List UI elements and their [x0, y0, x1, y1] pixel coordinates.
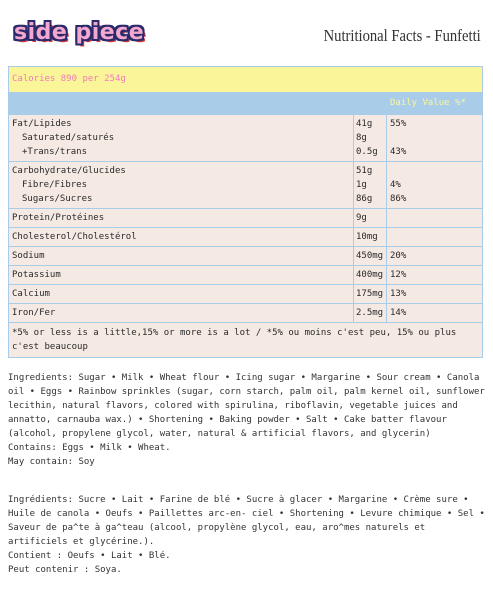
- table-row: [9, 265, 482, 284]
- column-pct: [387, 162, 482, 208]
- nutrient-amount: 51g: [356, 166, 373, 176]
- table-row: [9, 227, 482, 246]
- nutrient-name: Saturated/saturés: [22, 133, 115, 143]
- nutrient-rows: [9, 114, 482, 322]
- brand-logo: side piece: [14, 20, 145, 45]
- table-row: [9, 303, 482, 322]
- column-pct: [387, 228, 482, 246]
- ingredients-english: [8, 371, 486, 469]
- nutrient-name: Fat/Lipides: [12, 119, 72, 129]
- table-row: [9, 114, 482, 161]
- nutrient-pct: 55%: [390, 119, 407, 129]
- nutrient-pct: 4%: [390, 180, 401, 190]
- column-amount: [354, 115, 387, 161]
- column-pct: [387, 247, 482, 265]
- nutrient-pct: [390, 230, 479, 244]
- column-name: [9, 266, 354, 284]
- table-row: [9, 208, 482, 227]
- nutrient-name: Cholesterol/Cholestérol: [12, 232, 137, 242]
- nutrient-pct: 86%: [390, 194, 407, 204]
- nutrient-name: Sodium: [12, 251, 45, 261]
- nutrient-pct: [390, 164, 479, 178]
- nutrient-pct: 14%: [390, 308, 407, 318]
- nutrient-name: Calcium: [12, 289, 50, 299]
- column-name: [9, 209, 354, 227]
- table-row: [9, 161, 482, 208]
- column-amount: [354, 304, 387, 322]
- nutrient-name: Fibre/Fibres: [22, 180, 88, 190]
- nutrient-pct: 43%: [390, 147, 407, 157]
- column-name: [9, 162, 354, 208]
- nutrient-name: Protein/Protéines: [12, 213, 105, 223]
- column-name: [9, 285, 354, 303]
- column-name: [9, 304, 354, 322]
- contains-text: Contains: Eggs • Milk • Wheat.: [8, 443, 171, 453]
- may-contain-text: Peut contenir : Soya.: [8, 565, 122, 575]
- nutrient-amount: 10mg: [356, 232, 378, 242]
- column-pct: [387, 304, 482, 322]
- ingredients-french: [8, 493, 486, 577]
- column-amount: [354, 228, 387, 246]
- daily-value-header: Daily Value %*: [390, 98, 466, 108]
- column-amount: [354, 209, 387, 227]
- nutrient-amount: 0.5g: [356, 147, 378, 157]
- column-amount: [354, 285, 387, 303]
- column-pct: [387, 115, 482, 161]
- nutrient-amount: 9g: [356, 213, 367, 223]
- nutrient-amount: 2.5mg: [356, 308, 384, 318]
- table-header: [9, 92, 482, 114]
- ingredients-text: Ingredients: Sugar • Milk • Wheat flour • Icing sugar • Margarine • Sour cream • Canola oil • Eggs • Rainbow sprinkles (sugar, corn starch, palm oil, palm kernel oil, sunflower lecithin, natural flavors, colored with spirulina, riboflavin, vegetable juices and annatto, carnauba wax.) • Shortening • Baking powder • Salt • Cake batter flavour (alcohol, propylene glycol, water, natural & artificial flavors, and glycerin): [8, 373, 485, 439]
- page-title: Nutritional Facts - Funfetti: [323, 26, 481, 45]
- nutrient-name: Iron/Fer: [12, 308, 56, 318]
- nutrient-amount: 450mg: [356, 251, 384, 261]
- column-name: [9, 228, 354, 246]
- column-pct: [387, 285, 482, 303]
- table-row: [9, 246, 482, 265]
- column-amount: [354, 247, 387, 265]
- footnote: *5% or less is a little,15% or more is a lot / *5% ou moins c'est peu, 15% ou plus c'est beaucoup: [9, 322, 482, 357]
- nutrition-facts-table: [8, 66, 483, 358]
- nutrient-amount: 400mg: [356, 270, 384, 280]
- nutrient-pct: [390, 211, 479, 225]
- contains-text: Contient : Oeufs • Lait • Blé.: [8, 551, 171, 561]
- nutrient-name: Potassium: [12, 270, 61, 280]
- nutrient-amount: 86g: [356, 194, 373, 204]
- nutrient-amount: 1g: [356, 180, 367, 190]
- column-name: [9, 115, 354, 161]
- table-row: [9, 284, 482, 303]
- column-pct: [387, 209, 482, 227]
- ingredients-text: Ingrédients: Sucre • Lait • Farine de blé • Sucre à glacer • Margarine • Crème sure • Huile de canola • Oeufs • Paillettes arc-en- ciel • Shortening • Levure chimique • Sel • Saveur de pa^te à ga^teau (alcool, propylène glycol, eau, aro^mes naturels et artificiels et glycérine.).: [8, 495, 485, 547]
- nutrient-pct: 20%: [390, 251, 407, 261]
- nutrient-pct: 13%: [390, 289, 407, 299]
- nutrient-pct: 12%: [390, 270, 407, 280]
- column-name: [9, 247, 354, 265]
- calories-bar: Calories 890 per 254g: [9, 67, 482, 92]
- nutrient-amount: 8g: [356, 133, 367, 143]
- column-amount: [354, 162, 387, 208]
- nutrient-amount: 41g: [356, 119, 373, 129]
- column-amount: [354, 266, 387, 284]
- nutrient-amount: 175mg: [356, 289, 384, 299]
- nutrient-name: Carbohydrate/Glucides: [12, 166, 126, 176]
- column-pct: [387, 266, 482, 284]
- nutrient-name: +Trans/trans: [22, 147, 88, 157]
- nutrient-pct: [390, 131, 479, 145]
- nutrient-name: Sugars/Sucres: [22, 194, 93, 204]
- may-contain-text: May contain: Soy: [8, 457, 95, 467]
